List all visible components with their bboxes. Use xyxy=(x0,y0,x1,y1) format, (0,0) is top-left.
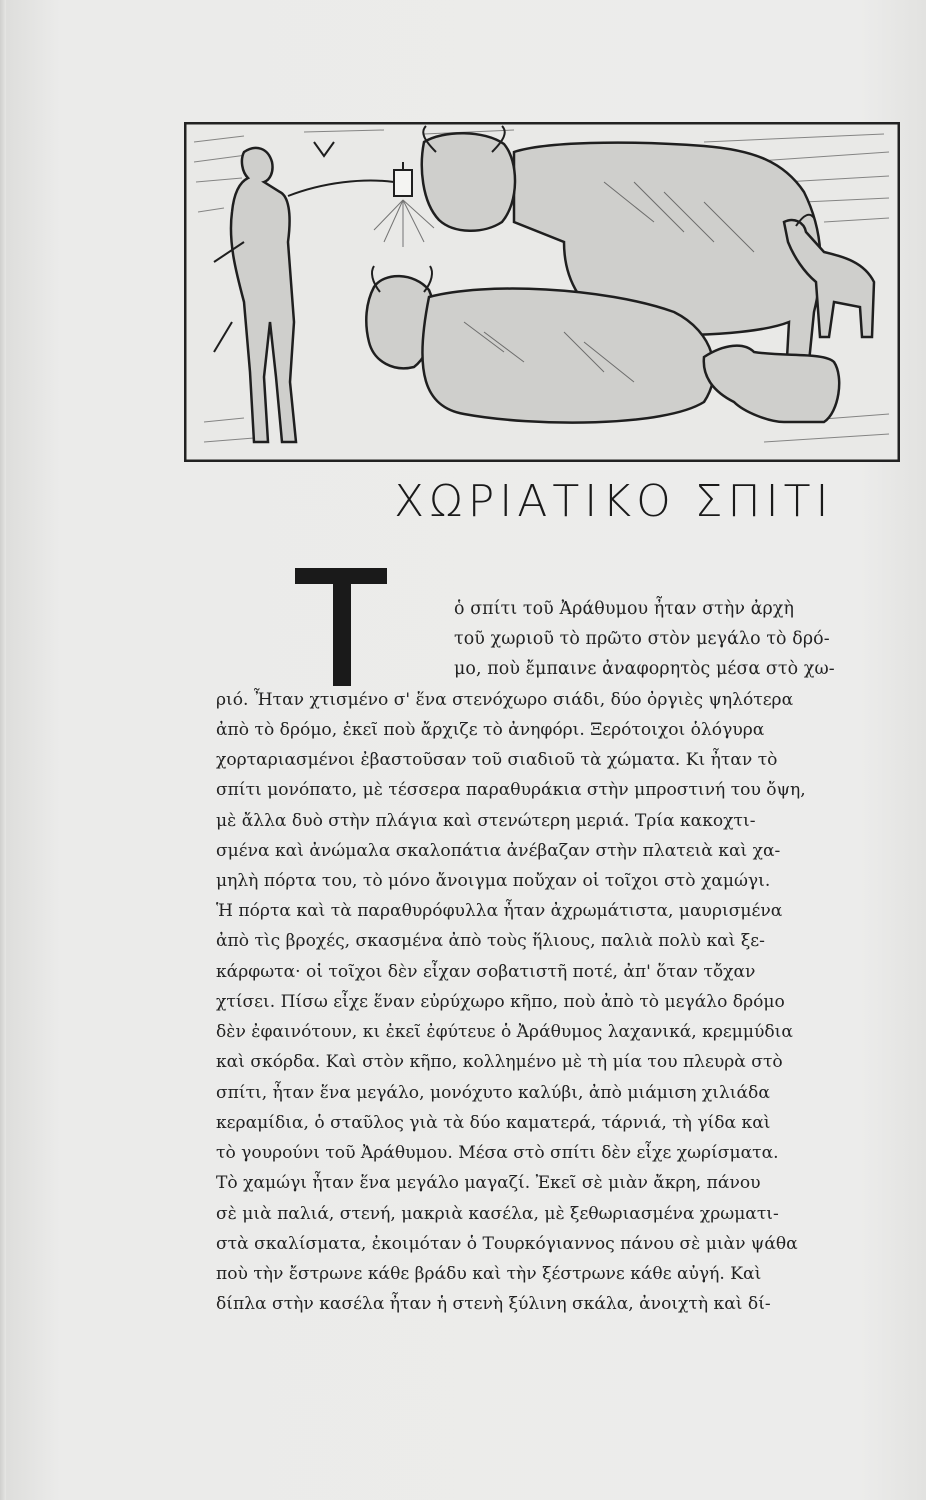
body-line: τὸ γουρούνι τοῦ Ἀράθυμου. Μέσα στὸ σπίτι δὲν εἶχε χωρίσματα. xyxy=(216,1143,779,1163)
drop-cap-letter: Τ xyxy=(340,681,342,683)
body-line: καὶ σκόρδα. Καὶ στὸν κῆπο, κολλημένο μὲ τὴ μία του πλευρὰ στὸ xyxy=(216,1052,783,1072)
body-line: σὲ μιὰ παλιά, στενή, μακριὰ κασέλα, μὲ ξεθωριασμένα χρωματι- xyxy=(216,1204,779,1224)
chapter-title: ΧΩΡΙΑΤΙΚΟ ΣΠΙΤΙ xyxy=(394,476,834,527)
drop-cap-initial xyxy=(295,568,387,686)
body-line: μηλὴ πόρτα του, τὸ μόνο ἄνοιγμα ποὔχαν οἱ τοῖχοι στὸ χαμώγι. xyxy=(216,871,771,891)
stable-illustration xyxy=(184,122,900,462)
body-line: σπίτι μονόπατο, μὲ τέσσερα παραθυράκια στὴν μπροστινή του ὄψη, xyxy=(216,780,806,800)
body-line: κάρφωτα· οἱ τοῖχοι δὲν εἶχαν σοβατιστῆ ποτέ, ἀπ' ὅταν τὄχαν xyxy=(216,962,756,982)
body-line: δίπλα στὴν κασέλα ἦταν ἡ στενὴ ξύλινη σκάλα, ἀνοιχτὴ καὶ δί- xyxy=(216,1294,771,1314)
body-line: Ἡ πόρτα καὶ τὰ παραθυρόφυλλα ἦταν ἀχρωμάτιστα, μαυρισμένα xyxy=(216,901,783,921)
body-line: σμένα καὶ ἀνώμαλα σκαλοπάτια ἀνέβαζαν στὴν πλατειὰ καὶ χα- xyxy=(216,841,781,861)
body-line: ἀπὸ τὶς βροχές, σκασμένα ἀπὸ τοὺς ἥλιους, παλιὰ πολὺ καὶ ξε- xyxy=(216,931,765,951)
body-line: σπίτι, ἦταν ἕνα μεγάλο, μονόχυτο καλύβι, ἀπὸ μιάμιση χιλιάδα xyxy=(216,1083,770,1103)
body-line: ἀπὸ τὸ δρόμο, ἐκεῖ ποὺ ἄρχιζε τὸ ἀνηφόρι. Ξερότοιχοι ὁλόγυρα xyxy=(216,720,765,740)
body-line: μο, ποὺ ἔμπαινε ἀναφορητὸς μέσα στὸ χω- xyxy=(454,659,835,679)
body-line: τοῦ χωριοῦ τὸ πρῶτο στὸν μεγάλο τὸ δρό- xyxy=(454,629,830,649)
body-line: ὁ σπίτι τοῦ Ἀράθυμου ἦταν στὴν ἀρχὴ xyxy=(454,599,795,619)
body-line: χορταριασμένοι ἐβαστοῦσαν τοῦ σιαδιοῦ τὰ χώματα. Κι ἦταν τὸ xyxy=(216,750,778,770)
body-line: χτίσει. Πίσω εἶχε ἕναν εὐρύχωρο κῆπο, ποὺ ἀπὸ τὸ μεγάλο δρόμο xyxy=(216,992,785,1012)
body-line: ποὺ τὴν ἔστρωνε κάθε βράδυ καὶ τὴν ξέστρωνε κάθε αὐγή. Καὶ xyxy=(216,1264,762,1284)
body-line: δὲν ἐφαινότουν, κι ἐκεῖ ἐφύτευε ὁ Ἀράθυμος λαχανικά, κρεμμύδια xyxy=(216,1022,793,1042)
body-line: ριό. Ἦταν χτισμένο σ' ἕνα στενόχωρο σιάδι, δύο ὀργιὲς ψηλότερα xyxy=(216,690,794,710)
body-line: Τὸ χαμώγι ἦταν ἕνα μεγάλο μαγαζί. Ἐκεῖ σὲ μιὰν ἄκρη, πάνου xyxy=(216,1173,761,1193)
body-line: στὰ σκαλίσματα, ἐκοιμόταν ὁ Τουρκόγιαννος πάνου σὲ μιὰν ψάθα xyxy=(216,1234,798,1254)
page-gutter-shadow xyxy=(0,0,6,1500)
body-line: κεραμίδια, ὁ σταῦλος γιὰ τὰ δύο καματερά, τάρνιά, τὴ γίδα καὶ xyxy=(216,1113,771,1133)
body-line: μὲ ἄλλα δυὸ στὴν πλάγια καὶ στενώτερη μεριά. Τρία κακοχτι- xyxy=(216,811,756,831)
